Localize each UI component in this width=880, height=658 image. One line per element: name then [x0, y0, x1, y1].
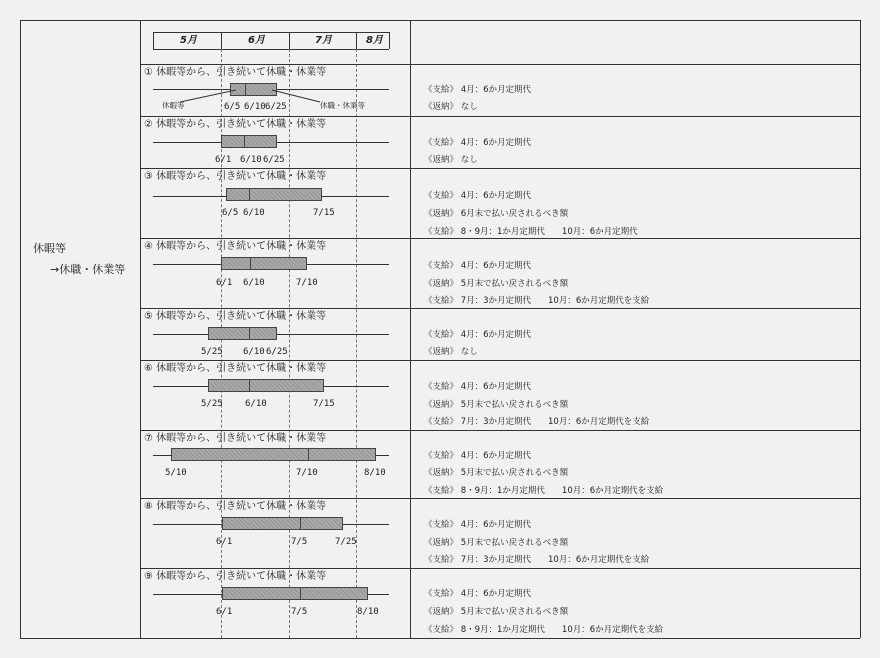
row-3-date-1: 6/5	[222, 208, 239, 218]
row-9-desc-3: 《支給》 8・9月：1か月定期代 10月：6か月定期代を支給	[424, 625, 664, 635]
row-9-desc-2: 《返納》 5月末で払い戻されるべき額	[424, 607, 569, 617]
row-2-desc-2: 《返納》 なし	[424, 155, 478, 165]
row-6-desc-2: 《返納》 5月末で払い戻されるべき額	[424, 400, 569, 410]
row-3-title: ③ 休暇等から、引き続いて休職・休業等	[144, 171, 327, 182]
row-8-desc-1: 《支給》 4月：6か月定期代	[424, 520, 532, 530]
row-8-date-3: 7/25	[335, 537, 357, 547]
row-1-title: ① 休暇等から、引き続いて休職・休業等	[144, 67, 327, 78]
month-divider-8	[356, 32, 357, 49]
row-2-desc-1: 《支給》 4月：6か月定期代	[424, 138, 532, 148]
row-sep-8	[140, 568, 860, 569]
month-august: 8月	[366, 35, 383, 46]
row-4-desc-2: 《返納》 5月末で払い戻されるべき額	[424, 279, 569, 289]
category-label-line2: →休職・休業等	[50, 263, 126, 276]
row-sep-2	[140, 168, 860, 169]
row-7-desc-2: 《返納》 5月末で払い戻されるべき額	[424, 468, 569, 478]
row-9-title: ⑨ 休暇等から、引き続いて休職・休業等	[144, 571, 327, 582]
row-6-title: ⑥ 休暇等から、引き続いて休職・休業等	[144, 363, 327, 374]
row-3-desc-1: 《支給》 4月：6か月定期代	[424, 191, 532, 201]
row-4-title: ④ 休暇等から、引き続いて休職・休業等	[144, 241, 327, 252]
row-1-label-suspension: 休職・休業等	[320, 101, 365, 110]
column-divider-1	[140, 20, 141, 638]
row-8-desc-3: 《支給》 7月：3か月定期代 10月：6か月定期代を支給	[424, 555, 650, 565]
row-2-bar-divider	[244, 136, 245, 147]
row-7-date-1: 5/10	[165, 468, 187, 478]
row-5-desc-1: 《支給》 4月：6か月定期代	[424, 330, 532, 340]
row-6-bar	[208, 379, 324, 392]
row-3-date-3: 7/15	[313, 208, 335, 218]
row-7-date-2: 7/10	[296, 468, 318, 478]
row-4-bar	[221, 257, 307, 270]
month-divider-7	[289, 32, 290, 49]
row-9-date-1: 6/1	[216, 607, 233, 617]
row-1-desc-2: 《返納》 なし	[424, 102, 478, 112]
row-8-date-2: 7/5	[291, 537, 308, 547]
row-4-date-3: 7/10	[296, 278, 318, 288]
row-sep-4	[140, 308, 860, 309]
month-header-right	[389, 32, 390, 49]
row-1-date-1: 6/5	[224, 102, 241, 112]
row-7-bar-divider	[308, 449, 309, 460]
row-7-desc-3: 《支給》 8・9月：1か月定期代 10月：6か月定期代を支給	[424, 486, 664, 496]
table-top-border	[20, 20, 860, 21]
guide-july-start	[289, 49, 290, 638]
row-sep-0	[140, 64, 860, 65]
row-6-desc-3: 《支給》 7月：3か月定期代 10月：6か月定期代を支給	[424, 417, 650, 427]
row-sep-7	[140, 498, 860, 499]
row-2-bar	[221, 135, 277, 148]
row-9-desc-1: 《支給》 4月：6か月定期代	[424, 589, 532, 599]
column-divider-2	[410, 20, 411, 638]
row-9-date-3: 8/10	[357, 607, 379, 617]
month-july: 7月	[315, 35, 332, 46]
row-8-desc-2: 《返納》 5月末で払い戻されるべき額	[424, 538, 569, 548]
category-label-line1: 休暇等	[33, 242, 66, 255]
row-3-desc-2: 《返納》 6月末で払い戻されるべき額	[424, 209, 569, 219]
row-7-desc-1: 《支給》 4月：6か月定期代	[424, 451, 532, 461]
row-9-bar	[222, 587, 368, 600]
row-sep-1	[140, 116, 860, 117]
row-4-desc-3: 《支給》 7月：3か月定期代 10月：6か月定期代を支給	[424, 296, 650, 306]
row-1-date-2: 6/10	[244, 102, 266, 112]
month-may: 5月	[180, 35, 197, 46]
row-7-title: ⑦ 休暇等から、引き続いて休職・休業等	[144, 433, 327, 444]
row-2-date-3: 6/25	[263, 155, 285, 165]
row-5-date-1: 5/25	[201, 347, 223, 357]
table-bottom-border	[20, 638, 860, 639]
row-5-desc-2: 《返納》 なし	[424, 347, 478, 357]
row-6-date-3: 7/15	[313, 399, 335, 409]
month-header-left	[153, 32, 154, 49]
row-3-desc-3: 《支給》 8・9月：1か月定期代 10月：6か月定期代	[424, 227, 638, 237]
row-5-date-3: 6/25	[266, 347, 288, 357]
row-5-bar-divider	[249, 328, 250, 339]
row-5-title: ⑤ 休暇等から、引き続いて休職・休業等	[144, 311, 327, 322]
row-2-date-1: 6/1	[215, 155, 232, 165]
row-4-date-1: 6/1	[216, 278, 233, 288]
row-6-date-2: 6/10	[245, 399, 267, 409]
row-9-date-2: 7/5	[291, 607, 308, 617]
row-3-date-2: 6/10	[243, 208, 265, 218]
row-6-bar-divider	[249, 380, 250, 391]
row-sep-5	[140, 360, 860, 361]
month-header-bottom	[153, 49, 389, 50]
table-left-border	[20, 20, 21, 638]
month-june: 6月	[248, 35, 265, 46]
row-sep-6	[140, 430, 860, 431]
row-8-title: ⑧ 休暇等から、引き続いて休職・休業等	[144, 501, 327, 512]
month-header-top	[153, 32, 389, 33]
row-8-bar-divider	[300, 518, 301, 529]
month-divider-6	[221, 32, 222, 49]
row-2-title: ② 休暇等から、引き続いて休職・休業等	[144, 119, 327, 130]
row-sep-3	[140, 238, 860, 239]
row-2-date-2: 6/10	[240, 155, 262, 165]
row-9-bar-divider	[300, 588, 301, 599]
row-6-desc-1: 《支給》 4月：6か月定期代	[424, 382, 532, 392]
row-8-bar	[222, 517, 343, 530]
row-4-bar-divider	[250, 258, 251, 269]
row-5-bar	[208, 327, 277, 340]
guide-august-start	[356, 49, 357, 638]
row-3-bar-divider	[249, 189, 250, 200]
row-1-label-leave: 休暇等	[162, 101, 185, 110]
row-5-date-2: 6/10	[243, 347, 265, 357]
row-7-date-3: 8/10	[364, 468, 386, 478]
row-8-date-1: 6/1	[216, 537, 233, 547]
row-1-date-3: 6/25	[265, 102, 287, 112]
row-7-bar	[171, 448, 376, 461]
row-4-date-2: 6/10	[243, 278, 265, 288]
table-right-border	[860, 20, 861, 638]
row-4-desc-1: 《支給》 4月：6か月定期代	[424, 261, 532, 271]
row-1-desc-1: 《支給》 4月：6か月定期代	[424, 85, 532, 95]
row-3-bar	[226, 188, 322, 201]
row-6-date-1: 5/25	[201, 399, 223, 409]
